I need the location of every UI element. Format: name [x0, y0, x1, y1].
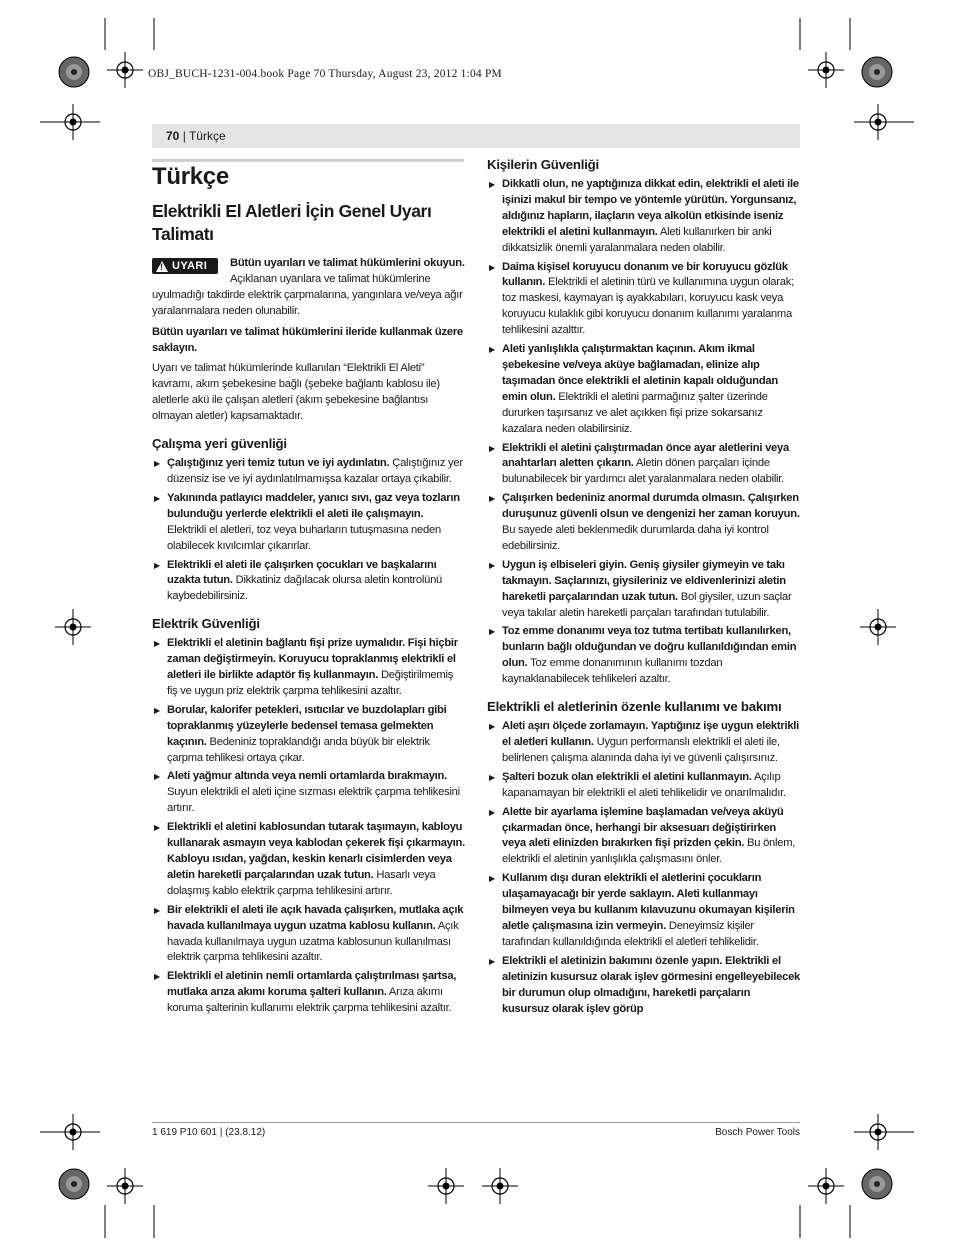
- list-item: [152, 491, 465, 555]
- page-number: 70: [166, 129, 180, 143]
- list-item-bold: Elektrikli el aletinin nemli ortamlarda çalıştırılması şartsa, mutlaka arıza akımı koruma şalteri kullanın.: [167, 970, 457, 999]
- list-item: [487, 805, 800, 869]
- list-item: [487, 770, 800, 802]
- list-item-bold: Elektrikli el aletinizin bakımını özenle yapın. Elektrikli el aletinizin kusursuz olarak işlev görmesini engelleyebilecek bir durumun olup olmadığını, hareketli parçaların kusursuz olarak işlev görüp: [502, 954, 801, 1015]
- section-heading: Elektrik Güvenliği: [152, 616, 260, 632]
- warning-triangle-icon: [156, 261, 168, 272]
- instruction-list: [152, 636, 465, 1017]
- page-header: [166, 129, 226, 143]
- list-item: [152, 456, 465, 488]
- warning-keep: [152, 325, 465, 357]
- section-heading: Elektrikli el aletlerinin özenle kullanımı ve bakımı: [487, 699, 782, 715]
- list-item-bold: Bir elektrikli el aleti ile açık havada çalışırken, mutlaka açık havada kullanılmaya uygun uzatma kablosu kullanın.: [167, 903, 464, 932]
- list-item: [152, 769, 465, 817]
- list-item: [487, 260, 800, 340]
- list-item: [487, 558, 800, 622]
- list-item: [487, 441, 800, 489]
- page-header-band: [152, 124, 800, 148]
- right-sections: [487, 156, 800, 1017]
- list-item: [152, 820, 465, 900]
- list-item-text: Elektrikli el aletinin türü ve kullanımına uygun olarak; toz maskesi, kaymayan iş ayakkabıları, koruyucu kask veya koruyucu kulaklık gibi koruyucu donanım kullanımı yaralanma tehlikesini azalttır.: [502, 276, 794, 337]
- list-item-bold: Borular, kalorifer petekleri, ısıtıcılar ve buzdolapları gibi topraklanmış yüzeylerle bedensel temasa gelmekten kaçının.: [167, 703, 447, 748]
- list-item-bold: Şalteri bozuk olan elektrikli el aletini kullanmayın.: [502, 770, 752, 783]
- list-item: [152, 903, 465, 967]
- list-item-text: Bu önlem, elektrikli el aletinin yanlışlıkla çalışmasını önler.: [502, 837, 796, 866]
- list-item-bold: Çalışırken bedeniniz anormal durumda olmasın. Çalışırken duruşunuz güvenli olsun ve dengenizi her zaman koruyun.: [502, 492, 800, 521]
- list-item-bold: Toz emme donanımı veya toz tutma tertibatı kullanılırken, bunların bağlı olduğundan ve doğru kullanıldığından emin olun.: [502, 625, 797, 670]
- section-heading: Kişilerin Güvenliği: [487, 157, 599, 172]
- list-item-bold: Alette bir ayarlama işlemine başlamadan ve/veya aküyü çıkarmadan önce, herhangi bir aksesuarı değiştirirken veya aleti elinizden bırakırken fişi prizden çekin.: [502, 805, 784, 850]
- warning-lead-text: Açıklanan uyarılara ve talimat hükümlerine uyulmadığı takdirde elektrik çarpmalarına, yangınlara ve/veya ağır yaralanmalara neden olunabilir.: [152, 272, 463, 317]
- warning-badge-label: UYARI: [172, 260, 208, 272]
- warning-block: [152, 256, 465, 325]
- list-item-bold: Daima kişisel koruyucu donanım ve bir koruyucu gözlük kullanın.: [502, 260, 788, 289]
- left-sections: [152, 435, 465, 1017]
- list-item-bold: Elektrikli el aleti ile çalışırken çocukları ve başkalarını uzakta tutun.: [167, 558, 437, 587]
- list-item-text: Elektrikli el aletleri, toz veya buharların tutuşmasına neden olabilecek kıvılcımlar çıkarırlar.: [167, 523, 441, 552]
- list-item: [487, 177, 800, 257]
- list-item-bold: Çalıştığınız yeri temiz tutun ve iyi aydınlatın.: [167, 457, 390, 470]
- page-title: Türkçe: [152, 163, 229, 190]
- warning-keep-text: Bütün uyarıları ve talimat hükümlerini ileride kullanmak üzere saklayın.: [152, 325, 463, 354]
- list-item-bold: Uygun iş elbiseleri giyin. Geniş giysiler giymeyin ve takı takmayın. Saçlarınızı, giysileriniz ve eldivenlerinizi aletin hareketli parçalarından uzak tutun.: [502, 558, 786, 603]
- list-item-text: Toz emme donanımının kullanımı tozdan kaynaklanabilecek tehlikeleri azaltır.: [502, 657, 723, 686]
- list-item-bold: Dikkatli olun, ne yaptığınıza dikkat edin, elektrikli el aleti ile işinizi makul bir tempo ve yöntemle yürütün. Yorgunsanız, aldığınız hapların, ilaçların veya alkolün etkisinde iseniz elektrikli el aletini kullanmayın.: [502, 178, 799, 238]
- footer-brand: Bosch Power Tools: [715, 1127, 800, 1138]
- list-item: [152, 558, 465, 606]
- footer-doc-number: 1 619 P10 601 | (23.8.12): [152, 1127, 266, 1138]
- warning-definition: Uyarı ve talimat hükümlerinde kullanılan “Elektrikli El Aleti” kavramı, akım şebekesine bağlı (şebeke bağlantı kablosu ile) aletlerle akü ile çalışan aletleri (akım şebekesine bağlantısı olmayan aletler) kapsamaktadır.: [152, 362, 440, 423]
- list-item-bold: Elektrikli el aletinin bağlantı fişi prize uymalıdır. Fişi hiçbir zaman değiştirmeyin. Koruyucu topraklanmış elektrikli el aletleri ile birlikte adaptör fiş kullanmayın.: [167, 637, 458, 682]
- list-item-text: Bol giysiler, uzun saçlar veya takılar aletin hareketli parçaları tarafından tutulabilir.: [502, 590, 792, 619]
- list-item-text: Değiştirilmemiş fiş ve uygun priz elektrik çarpma tehlikesini azaltır.: [167, 669, 454, 697]
- print-slug-line: OBJ_BUCH-1231-004.book Page 70 Thursday, August 23, 2012 1:04 PM: [148, 68, 502, 80]
- instruction-list: [487, 177, 800, 688]
- list-item: [487, 871, 800, 951]
- list-item-text: Aletin dönen parçaları içinde bulunabilecek bir yardımcı alet yaralanmalara neden olabilir.: [502, 457, 785, 486]
- list-item: [487, 491, 800, 555]
- list-item: [487, 954, 800, 1018]
- section-heading: Çalışma yeri güvenliği: [152, 436, 287, 452]
- list-item: [487, 719, 800, 767]
- list-item-bold: Elektrikli el aletini kablosundan tutarak taşımayın, kabloyu kullanarak asmayın veya kablodan çekerek fişi çıkarmayın. Kabloyu ısıdan, yağdan, keskin kenarlı cisimlerden veya aletin hareketli parçalarından uzak tutun.: [167, 821, 465, 881]
- list-item-bold: Aleti yanlışlıkla çalıştırmaktan kaçının. Akım ikmal şebekesine ve/veya aküye bağlamadan, elinize alıp taşımadan önce elektrikli el aletinin kapalı olduğundan emin olun.: [502, 343, 778, 403]
- list-item-text: Açılıp kapanamayan bir elektrikli el aleti tehlikelidir ve onarılmalıdır.: [502, 770, 786, 799]
- list-item: [487, 342, 800, 437]
- list-item: [152, 969, 465, 1017]
- list-item-text: Çalıştığınız yer düzensiz ise ve iyi aydınlatılmamışsa kazalar ortaya çıkabilir.: [167, 457, 463, 485]
- list-item: [152, 636, 465, 700]
- list-item-text: Hasarlı veya dolaşmış kablo elektrik çarpma tehlikesini artırır.: [167, 868, 436, 897]
- list-item-text: Aleti kullanırken bir anki dikkatsizlik önemli yaralanmalara neden olabilir.: [502, 225, 772, 254]
- list-item-text: Arıza akımı koruma şalterinin kullanımı elektrik çarpma tehlikesini azaltır.: [167, 986, 452, 1015]
- warning-lead-bold: Bütün uyarıları ve talimat hükümlerini okuyun.: [230, 257, 465, 269]
- list-item: [152, 703, 465, 767]
- list-item-bold: Elektrikli el aletini çalıştırmadan önce ayar aletlerini veya anahtarları aletten çıkarın.: [502, 441, 789, 470]
- left-column: [152, 156, 465, 1020]
- footer-rule: [152, 1122, 800, 1123]
- list-item-bold: Yakınında patlayıcı maddeler, yanıcı sıvı, gaz veya tozların bulunduğu yerlerde elektrikli el aleti ile çalışmayın.: [167, 491, 460, 520]
- list-item-bold: Kullanım dışı duran elektrikli el aletlerini çocukların ulaşamayacağı bir yerde saklayın. Aleti kullanmayı bilmeyen veya bu kullanım kılavuzunu okumayan kişilerin aletle çalışmasına izin vermeyin.: [502, 872, 795, 932]
- list-item-bold: Aleti yağmur altında veya nemli ortamlarda bırakmayın.: [167, 770, 447, 783]
- list-item-text: Açık havada kullanılmaya uygun uzatma kablosunun kullanılması elektrik çarpma tehlikesini azaltır.: [167, 919, 459, 964]
- list-item-bold: Aleti aşırı ölçede zorlamayın. Yaptığınız işe uygun elektrikli el aletleri kullanın.: [502, 720, 800, 748]
- list-item-text: Bu sayede aleti beklenmedik durumlarda daha iyi kontrol edebilirsiniz.: [502, 524, 769, 552]
- list-item-text: Elektrikli el aletini parmağınız şalter üzerinde dururken taşırsanız ve alet açıkken fişi prize sokarsanız kazalara neden olabilirsiniz.: [502, 390, 768, 435]
- list-item: [487, 624, 800, 688]
- instruction-list: [487, 719, 800, 1017]
- list-item-text: Bedeniniz topraklandığı anda büyük bir elektrik çarpma tehlikesi ortaya çıkar.: [167, 735, 430, 764]
- list-item-text: Suyun elektrikli el aleti içine sızması elektrik çarpma tehlikesini artırır.: [167, 786, 460, 815]
- instruction-list: [152, 456, 465, 605]
- list-item-text: Dikkatiniz dağılacak olursa aletin kontrolünü kaybedebilirsiniz.: [167, 574, 443, 603]
- header-language: Türkçe: [188, 129, 226, 143]
- warning-badge: [152, 258, 218, 274]
- right-column: [487, 156, 800, 1020]
- list-item-text: Deneyimsiz kişiler tarafından kullanıldığında elektrikli el aletleri tehlikelidir.: [502, 919, 759, 948]
- section-title: Elektrikli El Aletleri İçin Genel Uyarı Talimatı: [152, 201, 432, 244]
- header-separator: |: [182, 129, 186, 143]
- list-item-text: Uygun performanslı elektrikli el aleti ile, belirlenen çalışma alanında daha iyi ve güvenli çalışırsınız.: [502, 736, 780, 764]
